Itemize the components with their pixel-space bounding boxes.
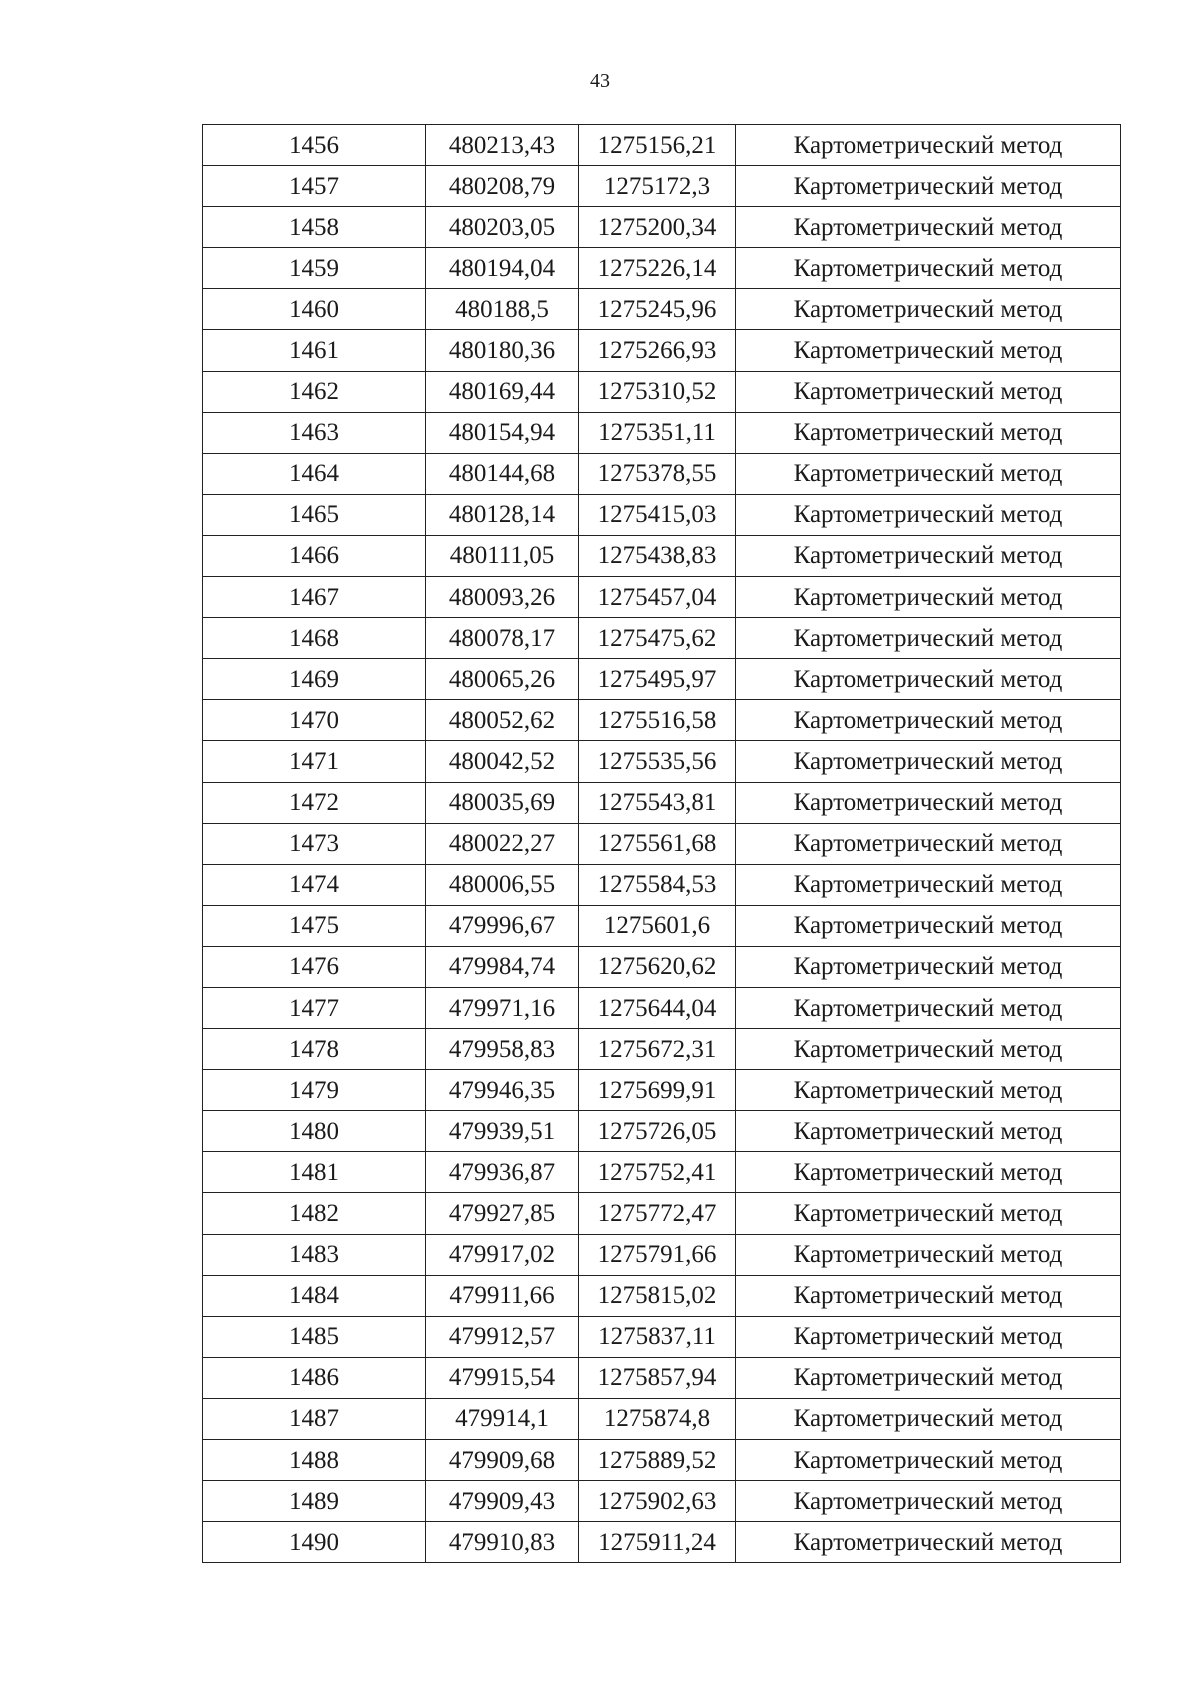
x-coordinate-cell: 479910,83	[426, 1522, 579, 1563]
x-coordinate-cell: 480042,52	[426, 741, 579, 782]
method-cell: Картометрический метод	[736, 1398, 1121, 1439]
table-row	[203, 207, 1121, 248]
y-coordinate-cell: 1275874,8	[579, 1398, 736, 1439]
table-row	[203, 1193, 1121, 1234]
x-coordinate-cell: 480144,68	[426, 453, 579, 494]
table-row	[203, 1398, 1121, 1439]
x-coordinate-cell: 479946,35	[426, 1070, 579, 1111]
method-cell: Картометрический метод	[736, 1234, 1121, 1275]
y-coordinate-cell: 1275226,14	[579, 248, 736, 289]
table-row	[203, 1152, 1121, 1193]
point-number-cell: 1480	[203, 1111, 426, 1152]
table-row	[203, 453, 1121, 494]
table-row	[203, 1111, 1121, 1152]
point-number-cell: 1457	[203, 166, 426, 207]
x-coordinate-cell: 480022,27	[426, 823, 579, 864]
y-coordinate-cell: 1275902,63	[579, 1481, 736, 1522]
y-coordinate-cell: 1275672,31	[579, 1029, 736, 1070]
table-row	[203, 125, 1121, 166]
y-coordinate-cell: 1275266,93	[579, 330, 736, 371]
table-row	[203, 535, 1121, 576]
table-row	[203, 1029, 1121, 1070]
point-number-cell: 1487	[203, 1398, 426, 1439]
method-cell: Картометрический метод	[736, 1029, 1121, 1070]
method-cell: Картометрический метод	[736, 946, 1121, 987]
x-coordinate-cell: 480093,26	[426, 577, 579, 618]
method-cell: Картометрический метод	[736, 1193, 1121, 1234]
table-row	[203, 905, 1121, 946]
table-row	[203, 782, 1121, 823]
table-row	[203, 1440, 1121, 1481]
y-coordinate-cell: 1275791,66	[579, 1234, 736, 1275]
y-coordinate-cell: 1275310,52	[579, 371, 736, 412]
point-number-cell: 1456	[203, 125, 426, 166]
table-row	[203, 1316, 1121, 1357]
point-number-cell: 1489	[203, 1481, 426, 1522]
y-coordinate-cell: 1275438,83	[579, 535, 736, 576]
table-row	[203, 1275, 1121, 1316]
x-coordinate-cell: 479909,68	[426, 1440, 579, 1481]
y-coordinate-cell: 1275889,52	[579, 1440, 736, 1481]
method-cell: Картометрический метод	[736, 618, 1121, 659]
y-coordinate-cell: 1275156,21	[579, 125, 736, 166]
y-coordinate-cell: 1275245,96	[579, 289, 736, 330]
point-number-cell: 1478	[203, 1029, 426, 1070]
y-coordinate-cell: 1275457,04	[579, 577, 736, 618]
table-row	[203, 1522, 1121, 1563]
point-number-cell: 1477	[203, 987, 426, 1028]
method-cell: Картометрический метод	[736, 659, 1121, 700]
table-row	[203, 412, 1121, 453]
method-cell: Картометрический метод	[736, 330, 1121, 371]
method-cell: Картометрический метод	[736, 741, 1121, 782]
point-number-cell: 1472	[203, 782, 426, 823]
table-row	[203, 987, 1121, 1028]
x-coordinate-cell: 479996,67	[426, 905, 579, 946]
x-coordinate-cell: 480194,04	[426, 248, 579, 289]
coordinates-table-body	[203, 125, 1121, 1563]
x-coordinate-cell: 480035,69	[426, 782, 579, 823]
point-number-cell: 1473	[203, 823, 426, 864]
method-cell: Картометрический метод	[736, 166, 1121, 207]
point-number-cell: 1464	[203, 453, 426, 494]
table-row	[203, 864, 1121, 905]
y-coordinate-cell: 1275495,97	[579, 659, 736, 700]
x-coordinate-cell: 479927,85	[426, 1193, 579, 1234]
table-row	[203, 823, 1121, 864]
y-coordinate-cell: 1275726,05	[579, 1111, 736, 1152]
point-number-cell: 1471	[203, 741, 426, 782]
table-row	[203, 577, 1121, 618]
y-coordinate-cell: 1275752,41	[579, 1152, 736, 1193]
point-number-cell: 1468	[203, 618, 426, 659]
x-coordinate-cell: 479958,83	[426, 1029, 579, 1070]
point-number-cell: 1474	[203, 864, 426, 905]
method-cell: Картометрический метод	[736, 289, 1121, 330]
table-row	[203, 1481, 1121, 1522]
table-row	[203, 618, 1121, 659]
point-number-cell: 1483	[203, 1234, 426, 1275]
x-coordinate-cell: 480006,55	[426, 864, 579, 905]
x-coordinate-cell: 479984,74	[426, 946, 579, 987]
x-coordinate-cell: 480065,26	[426, 659, 579, 700]
table-row	[203, 700, 1121, 741]
method-cell: Картометрический метод	[736, 207, 1121, 248]
y-coordinate-cell: 1275837,11	[579, 1316, 736, 1357]
x-coordinate-cell: 480180,36	[426, 330, 579, 371]
point-number-cell: 1490	[203, 1522, 426, 1563]
x-coordinate-cell: 480111,05	[426, 535, 579, 576]
table-row	[203, 166, 1121, 207]
method-cell: Картометрический метод	[736, 535, 1121, 576]
method-cell: Картометрический метод	[736, 700, 1121, 741]
table-row	[203, 1357, 1121, 1398]
point-number-cell: 1462	[203, 371, 426, 412]
table-row	[203, 741, 1121, 782]
method-cell: Картометрический метод	[736, 1522, 1121, 1563]
point-number-cell: 1484	[203, 1275, 426, 1316]
table-row	[203, 1070, 1121, 1111]
y-coordinate-cell: 1275699,91	[579, 1070, 736, 1111]
x-coordinate-cell: 479914,1	[426, 1398, 579, 1439]
point-number-cell: 1461	[203, 330, 426, 371]
method-cell: Картометрический метод	[736, 823, 1121, 864]
y-coordinate-cell: 1275535,56	[579, 741, 736, 782]
table-row	[203, 371, 1121, 412]
point-number-cell: 1458	[203, 207, 426, 248]
method-cell: Картометрический метод	[736, 125, 1121, 166]
point-number-cell: 1488	[203, 1440, 426, 1481]
x-coordinate-cell: 479936,87	[426, 1152, 579, 1193]
x-coordinate-cell: 480203,05	[426, 207, 579, 248]
table-row	[203, 1234, 1121, 1275]
y-coordinate-cell: 1275644,04	[579, 987, 736, 1028]
method-cell: Картометрический метод	[736, 1440, 1121, 1481]
method-cell: Картометрический метод	[736, 987, 1121, 1028]
point-number-cell: 1470	[203, 700, 426, 741]
table-row	[203, 248, 1121, 289]
method-cell: Картометрический метод	[736, 371, 1121, 412]
x-coordinate-cell: 480208,79	[426, 166, 579, 207]
method-cell: Картометрический метод	[736, 905, 1121, 946]
point-number-cell: 1482	[203, 1193, 426, 1234]
method-cell: Картометрический метод	[736, 412, 1121, 453]
table-row	[203, 289, 1121, 330]
y-coordinate-cell: 1275378,55	[579, 453, 736, 494]
y-coordinate-cell: 1275857,94	[579, 1357, 736, 1398]
point-number-cell: 1469	[203, 659, 426, 700]
y-coordinate-cell: 1275351,11	[579, 412, 736, 453]
y-coordinate-cell: 1275911,24	[579, 1522, 736, 1563]
method-cell: Картометрический метод	[736, 1152, 1121, 1193]
coordinates-table	[202, 124, 1121, 1563]
point-number-cell: 1486	[203, 1357, 426, 1398]
method-cell: Картометрический метод	[736, 1275, 1121, 1316]
y-coordinate-cell: 1275172,3	[579, 166, 736, 207]
point-number-cell: 1467	[203, 577, 426, 618]
point-number-cell: 1475	[203, 905, 426, 946]
method-cell: Картометрический метод	[736, 782, 1121, 823]
table-row	[203, 330, 1121, 371]
x-coordinate-cell: 480154,94	[426, 412, 579, 453]
point-number-cell: 1463	[203, 412, 426, 453]
point-number-cell: 1460	[203, 289, 426, 330]
point-number-cell: 1476	[203, 946, 426, 987]
y-coordinate-cell: 1275620,62	[579, 946, 736, 987]
point-number-cell: 1481	[203, 1152, 426, 1193]
y-coordinate-cell: 1275543,81	[579, 782, 736, 823]
method-cell: Картометрический метод	[736, 494, 1121, 535]
point-number-cell: 1459	[203, 248, 426, 289]
x-coordinate-cell: 480188,5	[426, 289, 579, 330]
y-coordinate-cell: 1275200,34	[579, 207, 736, 248]
x-coordinate-cell: 479909,43	[426, 1481, 579, 1522]
table-row	[203, 946, 1121, 987]
method-cell: Картометрический метод	[736, 1111, 1121, 1152]
x-coordinate-cell: 479915,54	[426, 1357, 579, 1398]
y-coordinate-cell: 1275772,47	[579, 1193, 736, 1234]
table-row	[203, 659, 1121, 700]
x-coordinate-cell: 479971,16	[426, 987, 579, 1028]
method-cell: Картометрический метод	[736, 1481, 1121, 1522]
point-number-cell: 1479	[203, 1070, 426, 1111]
point-number-cell: 1466	[203, 535, 426, 576]
y-coordinate-cell: 1275561,68	[579, 823, 736, 864]
x-coordinate-cell: 480052,62	[426, 700, 579, 741]
page-number: 43	[590, 70, 610, 92]
y-coordinate-cell: 1275584,53	[579, 864, 736, 905]
y-coordinate-cell: 1275601,6	[579, 905, 736, 946]
x-coordinate-cell: 480078,17	[426, 618, 579, 659]
x-coordinate-cell: 479912,57	[426, 1316, 579, 1357]
y-coordinate-cell: 1275475,62	[579, 618, 736, 659]
table-row	[203, 494, 1121, 535]
method-cell: Картометрический метод	[736, 453, 1121, 494]
method-cell: Картометрический метод	[736, 1070, 1121, 1111]
x-coordinate-cell: 480128,14	[426, 494, 579, 535]
point-number-cell: 1485	[203, 1316, 426, 1357]
method-cell: Картометрический метод	[736, 248, 1121, 289]
y-coordinate-cell: 1275415,03	[579, 494, 736, 535]
x-coordinate-cell: 480169,44	[426, 371, 579, 412]
x-coordinate-cell: 480213,43	[426, 125, 579, 166]
method-cell: Картометрический метод	[736, 577, 1121, 618]
y-coordinate-cell: 1275815,02	[579, 1275, 736, 1316]
method-cell: Картометрический метод	[736, 1316, 1121, 1357]
x-coordinate-cell: 479917,02	[426, 1234, 579, 1275]
x-coordinate-cell: 479911,66	[426, 1275, 579, 1316]
x-coordinate-cell: 479939,51	[426, 1111, 579, 1152]
method-cell: Картометрический метод	[736, 1357, 1121, 1398]
y-coordinate-cell: 1275516,58	[579, 700, 736, 741]
method-cell: Картометрический метод	[736, 864, 1121, 905]
point-number-cell: 1465	[203, 494, 426, 535]
